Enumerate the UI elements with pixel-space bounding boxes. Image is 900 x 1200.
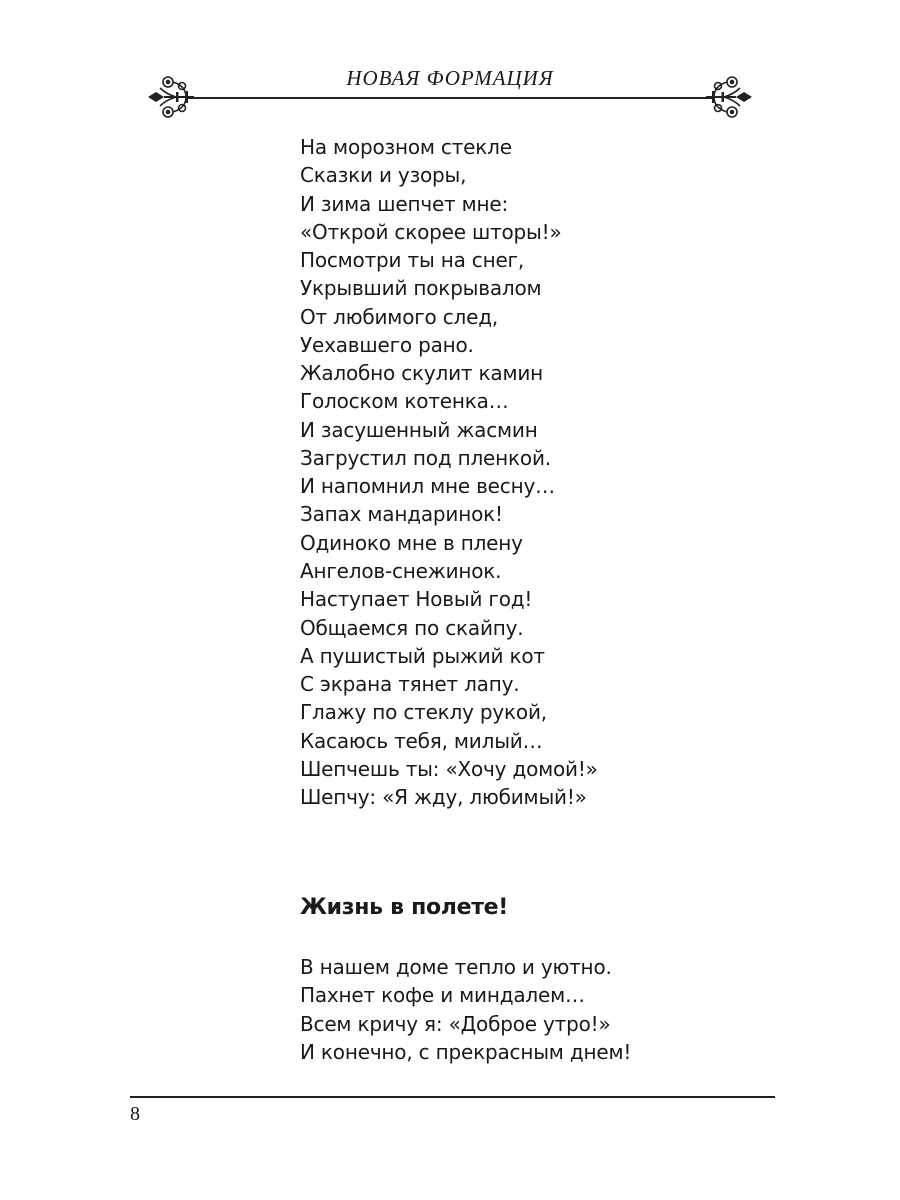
poem-line: Общаемся по скайпу.: [300, 615, 524, 640]
poem-line: На морозном стекле: [300, 135, 512, 159]
poem-line: А пушистый рыжий кот: [300, 643, 545, 668]
poem-line: Глажу по стеклу рукой,: [300, 700, 547, 725]
poem-line: Касаюсь тебя, милый…: [300, 728, 543, 753]
poem-line: От любимого след,: [300, 304, 498, 329]
poem-1: [300, 133, 598, 811]
poem-line: Шепчешь ты: «Хочу домой!»: [300, 756, 598, 781]
poem-line: Всем кричу я: «Доброе утро!»: [300, 1011, 611, 1036]
poem-line: И напомнил мне весну…: [300, 474, 555, 499]
poem-line: Посмотри ты на снег,: [300, 248, 525, 273]
poem-line: Наступает Новый год!: [300, 587, 533, 612]
poem-line: Жалобно скулит камин: [300, 361, 544, 386]
poem-line: Сказки и узоры,: [300, 163, 467, 188]
page-number: 8: [130, 1103, 140, 1125]
poem-line: Загрустил под пленкой.: [300, 445, 551, 470]
poem-line: И конечно, с прекрасным днем!: [300, 1039, 632, 1064]
poem-line: В нашем доме тепло и уютно.: [300, 955, 612, 979]
footer-rule: [130, 1096, 775, 1098]
poem-line: И засушенный жасмин: [300, 417, 538, 442]
poem-line: Укрывший покрывалом: [300, 276, 542, 301]
header-rule: [185, 97, 715, 99]
poem-line: «Открой скорее шторы!»: [300, 219, 562, 244]
poem-line: Голоском котенка…: [300, 389, 509, 414]
poem-line: Уехавшего рано.: [300, 332, 474, 357]
poem-2: [300, 953, 631, 1066]
ornament-right-icon: [706, 72, 754, 122]
poem-line: Запах мандаринок!: [300, 502, 503, 527]
poem-line: Пахнет кофе и миндалем…: [300, 983, 585, 1008]
poem-line: И зима шепчет мне:: [300, 191, 509, 216]
running-head-title: НОВАЯ ФОРМАЦИЯ: [346, 66, 554, 90]
poem-line: Шепчу: «Я жду, любимый!»: [300, 785, 587, 810]
poem-line: Одиноко мне в плену: [300, 530, 523, 555]
poem-line: С экрана тянет лапу.: [300, 672, 520, 697]
poem-2-title: Жизнь в полете!: [300, 895, 509, 920]
poem-line: Ангелов-снежинок.: [300, 558, 502, 583]
